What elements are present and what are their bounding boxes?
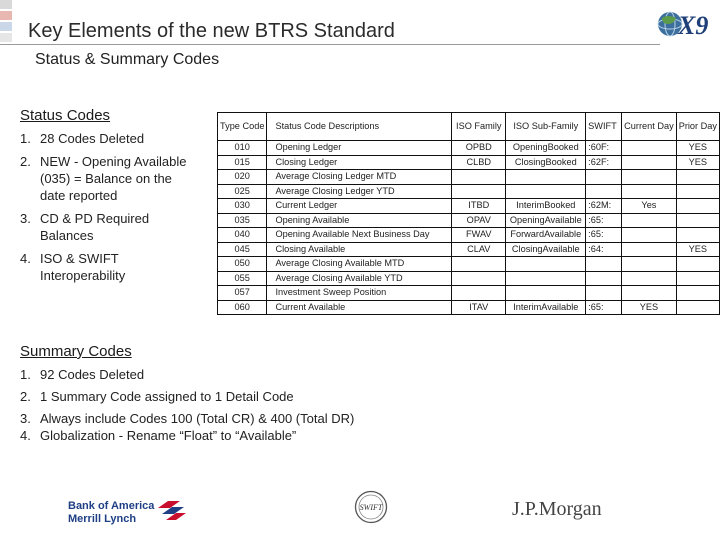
cell-swift: :64:	[586, 242, 622, 257]
jp-morgan-logo: J.P.Morgan	[512, 498, 602, 520]
table-row	[218, 141, 720, 156]
col-description: Status Code Descriptions	[267, 113, 452, 141]
cell-iso-sub-family: ClosingBooked	[506, 155, 586, 170]
cell-description: Closing Available	[267, 242, 452, 257]
cell-prior-day	[676, 271, 719, 286]
cell-swift: :65:	[586, 228, 622, 243]
list-text: 92 Codes Deleted	[40, 367, 145, 382]
status-codes-heading: Status Codes	[20, 107, 111, 124]
cell-swift	[586, 170, 622, 185]
cell-type-code: 045	[218, 242, 267, 257]
table-row	[218, 155, 720, 170]
cell-iso-family: CLBD	[452, 155, 506, 170]
cell-current-day	[622, 257, 677, 272]
list-text: 1 Summary Code assigned to 1 Detail Code	[40, 389, 294, 404]
cell-current-day	[622, 213, 677, 228]
cell-iso-family	[452, 170, 506, 185]
cell-type-code: 040	[218, 228, 267, 243]
boa-line-1: Bank of America	[68, 500, 155, 512]
cell-prior-day	[676, 213, 719, 228]
cell-type-code: 010	[218, 141, 267, 156]
bank-of-america-logo	[68, 496, 188, 526]
cell-iso-sub-family: InterimBooked	[506, 199, 586, 214]
col-swift: SWIFT	[586, 113, 622, 141]
cell-description: Closing Ledger	[267, 155, 452, 170]
swift-logo	[354, 490, 388, 524]
table-row	[218, 257, 720, 272]
page-subtitle: Status & Summary Codes	[35, 51, 220, 68]
cell-current-day	[622, 170, 677, 185]
cell-prior-day	[676, 170, 719, 185]
cell-type-code: 060	[218, 300, 267, 315]
list-number: 1.	[20, 367, 31, 382]
cell-type-code: 035	[218, 213, 267, 228]
cell-current-day: Yes	[622, 199, 677, 214]
list-text: Always include Codes 100 (Total CR) & 400 (Total DR)	[40, 411, 355, 426]
cell-type-code: 015	[218, 155, 267, 170]
cell-iso-sub-family	[506, 271, 586, 286]
x9-logo-text: X9	[678, 11, 709, 40]
cell-prior-day	[676, 286, 719, 301]
page-title: Key Elements of the new BTRS Standard	[28, 20, 395, 42]
cell-prior-day: YES	[676, 242, 719, 257]
cell-prior-day	[676, 300, 719, 315]
cell-description: Current Available	[267, 300, 452, 315]
cell-swift	[586, 271, 622, 286]
cell-description: Average Closing Ledger MTD	[267, 170, 452, 185]
cell-description: Current Ledger	[267, 199, 452, 214]
table-row	[218, 286, 720, 301]
cell-prior-day	[676, 257, 719, 272]
cell-iso-family: CLAV	[452, 242, 506, 257]
col-iso-family: ISO Family	[452, 113, 506, 141]
list-item	[20, 410, 440, 427]
list-number: 4.	[20, 428, 31, 443]
cell-swift: :62M:	[586, 199, 622, 214]
summary-codes-heading: Summary Codes	[20, 343, 132, 360]
boa-line-2: Merrill Lynch	[68, 513, 137, 525]
list-item	[20, 250, 195, 284]
cell-swift: :65:	[586, 213, 622, 228]
cell-iso-family	[452, 257, 506, 272]
col-prior-day: Prior Day	[676, 113, 719, 141]
table-row	[218, 228, 720, 243]
cell-swift: :60F:	[586, 141, 622, 156]
list-item	[20, 388, 440, 405]
cell-iso-family: OPAV	[452, 213, 506, 228]
list-item	[20, 366, 440, 383]
cell-description: Average Closing Available MTD	[267, 257, 452, 272]
accent-stripe	[0, 33, 12, 42]
cell-iso-family: FWAV	[452, 228, 506, 243]
list-text: CD & PD Required Balances	[40, 211, 150, 243]
cell-type-code: 050	[218, 257, 267, 272]
cell-description: Opening Ledger	[267, 141, 452, 156]
title-divider	[0, 44, 660, 45]
cell-current-day	[622, 228, 677, 243]
cell-iso-sub-family	[506, 184, 586, 199]
cell-iso-sub-family	[506, 257, 586, 272]
list-number: 3.	[20, 411, 31, 426]
cell-swift	[586, 184, 622, 199]
cell-current-day	[622, 141, 677, 156]
table-row	[218, 184, 720, 199]
cell-description: Opening Available	[267, 213, 452, 228]
swift-logo-text: SWIFT	[359, 503, 383, 512]
col-current-day: Current Day	[622, 113, 677, 141]
cell-swift	[586, 257, 622, 272]
list-text: NEW - Opening Available (035) = Balance on the date reported	[40, 154, 187, 203]
list-text: ISO & SWIFT Interoperability	[40, 251, 126, 283]
table-header-row	[218, 113, 720, 141]
list-number: 2.	[20, 154, 31, 169]
cell-type-code: 055	[218, 271, 267, 286]
cell-description: Average Closing Ledger YTD	[267, 184, 452, 199]
cell-iso-sub-family: OpeningBooked	[506, 141, 586, 156]
cell-iso-sub-family: OpeningAvailable	[506, 213, 586, 228]
list-item	[20, 153, 195, 204]
list-number: 4.	[20, 251, 31, 266]
accent-stripe	[0, 11, 12, 20]
cell-iso-family: OPBD	[452, 141, 506, 156]
cell-current-day	[622, 155, 677, 170]
list-text: 28 Codes Deleted	[40, 131, 145, 146]
list-item	[20, 427, 440, 444]
x9-logo	[656, 6, 718, 42]
cell-iso-family	[452, 286, 506, 301]
cell-type-code: 020	[218, 170, 267, 185]
cell-description: Average Closing Available YTD	[267, 271, 452, 286]
accent-stripe	[0, 22, 12, 31]
cell-type-code: 030	[218, 199, 267, 214]
cell-current-day: YES	[622, 300, 677, 315]
cell-description: Opening Available Next Business Day	[267, 228, 452, 243]
cell-prior-day	[676, 199, 719, 214]
table-row	[218, 213, 720, 228]
list-item	[20, 210, 195, 244]
cell-prior-day	[676, 228, 719, 243]
status-codes-table	[217, 112, 720, 315]
cell-iso-family: ITAV	[452, 300, 506, 315]
cell-current-day	[622, 184, 677, 199]
cell-current-day	[622, 286, 677, 301]
cell-iso-sub-family: InterimAvailable	[506, 300, 586, 315]
cell-description: Investment Sweep Position	[267, 286, 452, 301]
cell-type-code: 025	[218, 184, 267, 199]
cell-prior-day: YES	[676, 141, 719, 156]
list-number: 2.	[20, 389, 31, 404]
col-type-code: Type Code	[218, 113, 267, 141]
cell-iso-family	[452, 184, 506, 199]
accent-stripe	[0, 0, 12, 9]
list-item	[20, 130, 195, 147]
cell-type-code: 057	[218, 286, 267, 301]
title-accent-bar	[0, 0, 12, 44]
cell-prior-day: YES	[676, 155, 719, 170]
table-row	[218, 271, 720, 286]
list-text: Globalization - Rename “Float” to “Available”	[40, 428, 297, 443]
table-row	[218, 170, 720, 185]
cell-iso-sub-family	[506, 286, 586, 301]
list-number: 1.	[20, 131, 31, 146]
cell-current-day	[622, 271, 677, 286]
cell-iso-sub-family	[506, 170, 586, 185]
cell-swift	[586, 286, 622, 301]
cell-current-day	[622, 242, 677, 257]
cell-iso-family: ITBD	[452, 199, 506, 214]
cell-iso-family	[452, 271, 506, 286]
col-iso-sub-family: ISO Sub-Family	[506, 113, 586, 141]
cell-iso-sub-family: ClosingAvailable	[506, 242, 586, 257]
cell-swift: :62F:	[586, 155, 622, 170]
table-row	[218, 199, 720, 214]
list-number: 3.	[20, 211, 31, 226]
cell-swift: :65:	[586, 300, 622, 315]
summary-codes-list	[20, 366, 440, 444]
cell-iso-sub-family: ForwardAvailable	[506, 228, 586, 243]
table-row	[218, 242, 720, 257]
status-codes-list	[20, 130, 195, 290]
cell-prior-day	[676, 184, 719, 199]
table-row	[218, 300, 720, 315]
